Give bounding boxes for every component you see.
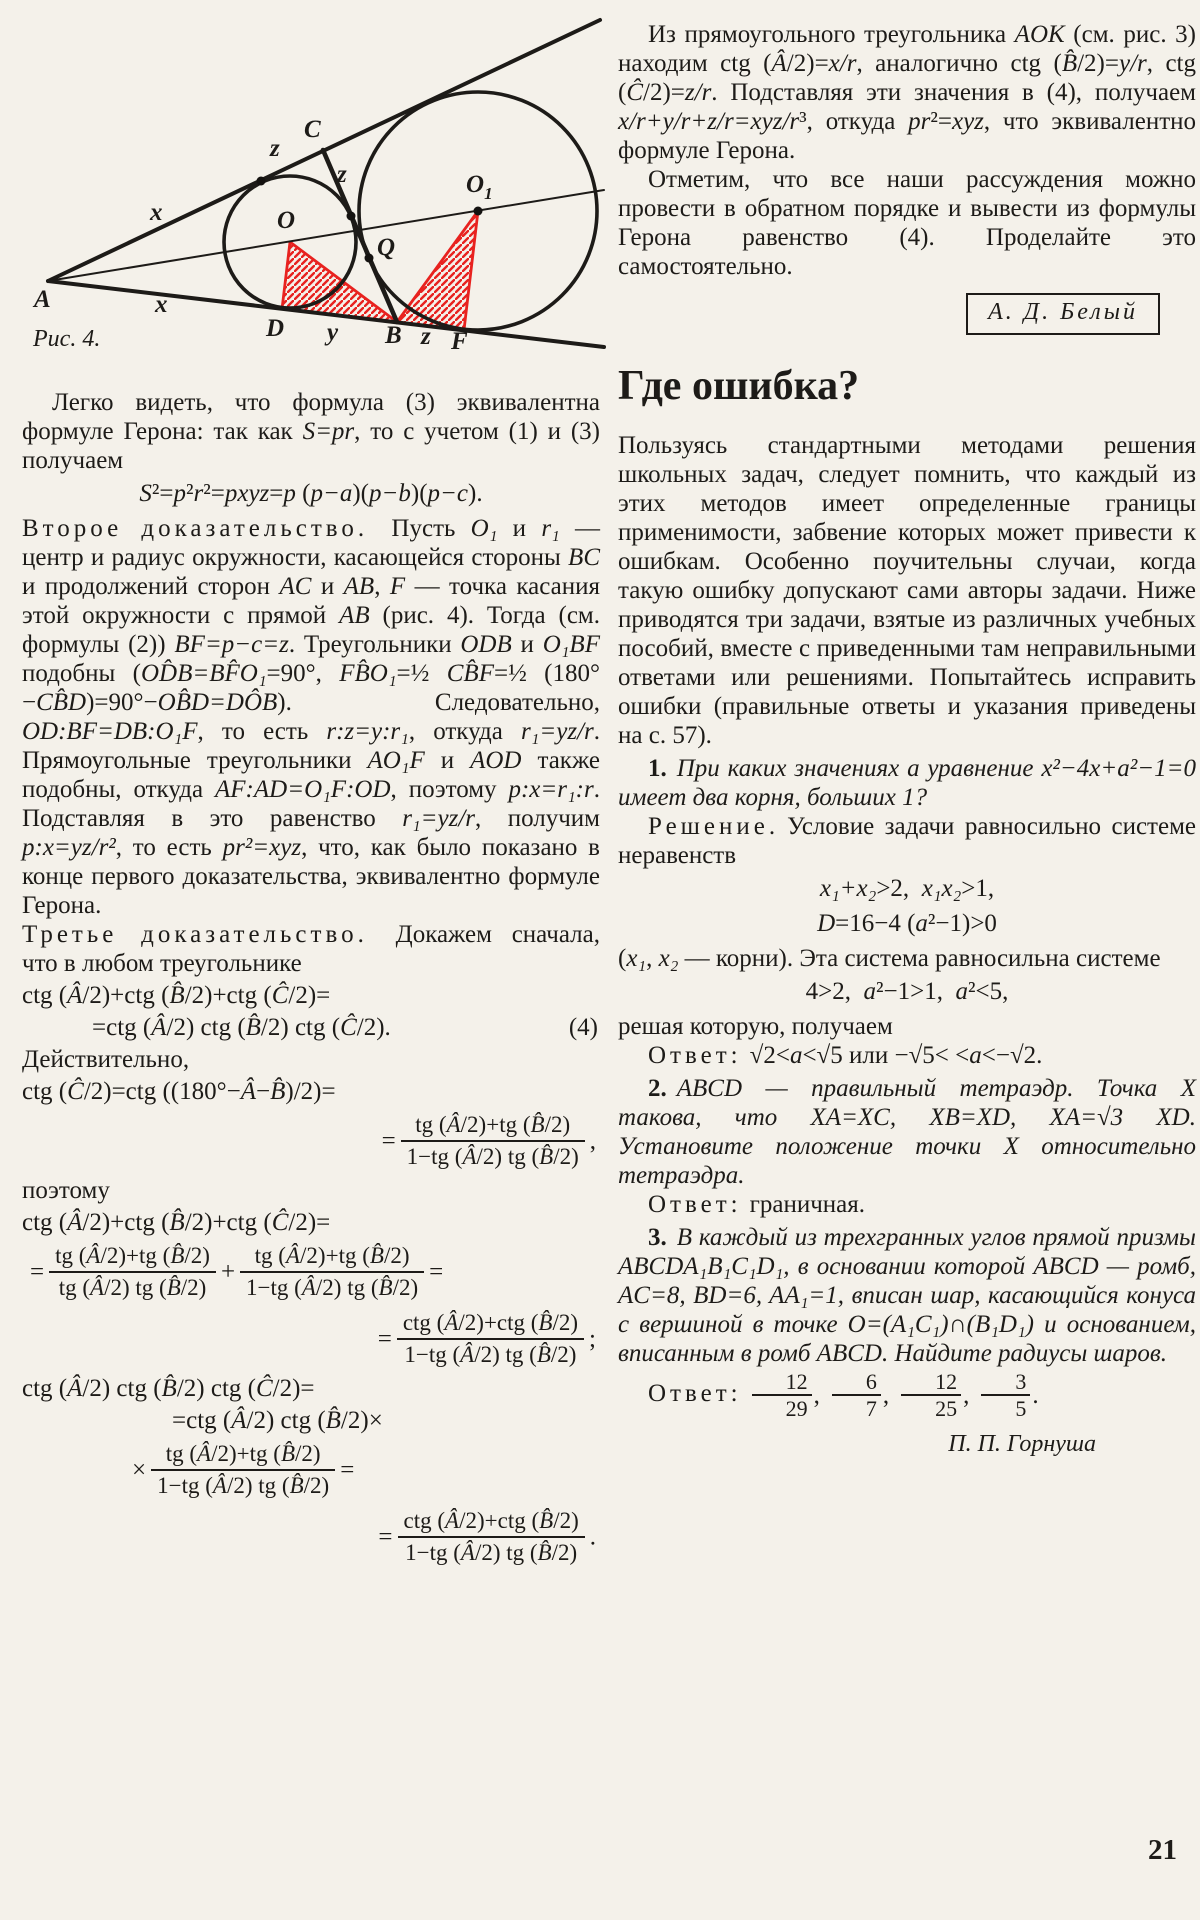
figure-caption: Рис. 4. xyxy=(33,326,101,352)
tangent-point-cb-dot xyxy=(347,212,356,221)
problem-number: 3. xyxy=(648,1224,667,1251)
fraction: $\frac{\text{ctg (Â/2)+ctg (B̂/2)}}{1-tg (Â/2) tg (B̂/2)}$ xyxy=(397,1310,584,1368)
right-column xyxy=(618,20,1196,1459)
fraction: $\frac{6}{7}$ xyxy=(832,1370,881,1420)
tangent-point-upper-dot xyxy=(257,177,266,186)
equation-heron: S²=p²r²=pxyz=p (p−a)(p−b)(p−c). xyxy=(139,480,483,507)
answer-1: Ответ: √2<a<√5 или −√5< <a<−√2. xyxy=(648,1042,1043,1069)
equation-fraction-line: = $\frac{\text{ctg (Â/2)+ctg (B̂/2)}}{1-tg (Â/2) tg (B̂/2)}$ . xyxy=(378,1508,596,1565)
problem-2 xyxy=(618,1074,1196,1190)
label-z-cb: z xyxy=(337,161,347,188)
hatched-triangle-o1bf xyxy=(397,211,478,330)
problem-number: 2. xyxy=(648,1075,667,1102)
label-x-lower: x xyxy=(155,291,168,318)
answer-label: Ответ: xyxy=(648,1191,742,1218)
point-q-dot xyxy=(365,254,374,263)
fraction: $\frac{3}{5}$ xyxy=(981,1370,1030,1420)
figure-rys4 xyxy=(0,6,612,362)
point-o1-dot xyxy=(474,207,483,216)
answer-label: Ответ: xyxy=(648,1379,742,1407)
label-b: B xyxy=(385,322,402,349)
equation-sum-line: ctg (Â/2)+ctg (B̂/2)+ctg (Ĉ/2)= xyxy=(22,1209,331,1236)
equation-system-line1: x₁+x₂>2, x₁x₂>1, xyxy=(819,875,995,902)
label-d: D xyxy=(266,315,285,342)
equation-fraction-line: = $\frac{tg (Â/2)+tg (B̂/2)}{1-tg (Â/2) tg (B̂/2)}$ , xyxy=(381,1112,596,1169)
problem-3 xyxy=(618,1223,1196,1368)
label-a: A xyxy=(34,286,51,313)
label-q: Q xyxy=(377,234,396,261)
author-signature-box xyxy=(966,293,1160,335)
label-z-upper: z xyxy=(270,135,280,162)
problem-text: ABCD — правильный тетраэдр. Точка X такова, что XA=XC, XB=XD, XA=√3 XD. Установите положение точки X относительно тетраэдра. xyxy=(618,1075,1196,1189)
label-o: O xyxy=(277,207,296,234)
label-x-upper: x xyxy=(150,199,163,226)
fraction: $\frac{tg (Â/2)+tg (B̂/2)}{tg (Â/2) tg (B̂/2)}$ xyxy=(49,1243,216,1301)
problem-number: 1. xyxy=(648,755,667,782)
equation-system-line2: D=16−4 (a²−1)>0 xyxy=(817,910,997,937)
fraction: $\frac{12}{25}$ xyxy=(901,1370,961,1420)
answer-label: Ответ: xyxy=(648,1042,742,1069)
equation-number: (4) xyxy=(568,1014,598,1041)
answer-3: Ответ: $\frac{12}{29}$ , $\frac{6}{7}$ , $\frac{12}{25}$ , $\frac{3}{5}$ . xyxy=(648,1369,1039,1421)
fraction: $\frac{tg (Â/2)+tg (B̂/2)}{1-tg (Â/2) tg (B̂/2)}$ xyxy=(151,1441,335,1499)
solution-paragraph: Решение. Условие задачи равносильно системе неравенств xyxy=(618,813,1196,869)
equation-fraction-line: × $\frac{tg (Â/2)+tg (B̂/2)}{1-tg (Â/2) tg (B̂/2)}$ = xyxy=(132,1441,355,1498)
author-name-2: П. П. Горнуша xyxy=(948,1431,1096,1457)
section-heading: Где ошибка? xyxy=(618,363,860,409)
answer-2: Ответ: граничная. xyxy=(648,1191,866,1218)
equation-4-line2: =ctg (Â/2) ctg (B̂/2) ctg (Ĉ/2). (4) xyxy=(92,1014,598,1041)
label-c: C xyxy=(304,116,321,143)
fraction: $\frac{tg (Â/2)+tg (B̂/2)}{1-tg (Â/2) tg (B̂/2)}$ xyxy=(240,1243,424,1301)
paragraph: Легко видеть, что формула (3) эквивалентна формуле Герона: так как S=pr, то с учетом (1) и (3) получаем xyxy=(22,389,600,474)
paragraph: (x₁, x₂ — корни). Эта система равносильна системе xyxy=(618,945,1161,972)
label-z-lower: z xyxy=(421,323,431,350)
paragraph: Из прямоугольного треугольника AOK (см. рис. 3) находим ctg (Â/2)=x/r, аналогично ctg (B̂/2)=y/r, ctg (Ĉ/2)=z/r. Подставляя эти значения в (4), получаем x/r+y/r+z/r=xyz/r³, откуда pr²=xyz, что эквивалентно формуле Герона. xyxy=(618,21,1197,164)
problem-1 xyxy=(618,754,1196,812)
left-column xyxy=(22,388,600,1572)
equation-ctgc-line: ctg (Ĉ/2)=ctg ((180°−Â−B̂)/2)= xyxy=(22,1078,336,1105)
fraction: $\frac{\text{ctg (Â/2)+ctg (B̂/2)}}{1-tg (Â/2) tg (B̂/2)}$ xyxy=(398,1508,585,1566)
paragraph-intro: Пользуясь стандартными методами решения школьных задач, следует помнить, что каждый из этих методов имеет определенные границы применимости, забвение которых может привести к ошибкам. Особенно поучительны случаи, когда такую ошибку допускают сами авторы задачи. Ниже приводятся три задачи, взятые из различных учебных пособий, вместе с приведенными там неправильными ответами или решениями. Попытайтесь исправить ошибки (правильные ответы и указания приведены на с. 57). xyxy=(618,432,1196,749)
solution-label: Решение. xyxy=(648,813,780,840)
paragraph-second-proof: Второе доказательство. Пусть O₁ и r₁ — центр и радиус окружности, касающейся стороны BC и продолжений сторон AC и AB, F — точка касания этой окружности с прямой AB (рис. 4). Тогда (см. формулы (2)) BF=p−c=z. Треугольники ODB и O₁BF подобны (OD̂B=BF̂O₁=90°, FB̂O₁=½ CB̂F=½ (180°−CB̂D)=90°−OB̂D=DÔB). Следовательно, OD:BF=DB:O₁F, то есть r:z=y:r₁, откуда r₁=yz/r. Прямоугольные треугольники AO₁F и AOD также подобны, откуда AF:AD=O₁F:OD, поэтому p:x=r₁:r. Подставляя в это равенство r₁=yz/r, получим p:x=yz/r², то есть pr²=xyz, что, как было показано в конце первого доказательства, эквивалентно формуле Герона. xyxy=(22,515,600,919)
label-y: y xyxy=(327,319,339,346)
problem-text: При каких значениях a уравнение x²−4x+a²−1=0 имеет два корня, больших 1? xyxy=(618,755,1196,811)
paragraph: решая которую, получаем xyxy=(618,1013,893,1040)
fraction: $\frac{tg (Â/2)+tg (B̂/2)}{1-tg (Â/2) tg (B̂/2)}$ xyxy=(401,1112,585,1170)
equation-product-line: ctg (Â/2) ctg (B̂/2) ctg (Ĉ/2)= xyxy=(22,1375,315,1402)
equation-system2: 4>2, a²−1>1, a²<5, xyxy=(805,978,1009,1005)
label-o1: $O_1$ xyxy=(466,171,493,203)
fraction: $\frac{12}{29}$ xyxy=(752,1370,812,1420)
page-number: 21 xyxy=(1148,1834,1177,1866)
paragraph-third-proof: Третье доказательство. Докажем сначала, что в любом треугольнике xyxy=(22,921,600,977)
equation-product-line2: =ctg (Â/2) ctg (B̂/2)× xyxy=(172,1407,383,1434)
problem-text: В каждый из трехгранных углов прямой призмы ABCDA₁B₁C₁D₁, в основании которой ABCD — ромб, AC=8, BD=6, AA₁=1, вписан шар, касающийся конуса с вершиной в точке O=(A₁C₁)∩(B₁D₁) и основанием, вписанным в ромб ABCD. Найдите радиусы шаров. xyxy=(618,1224,1196,1367)
word-therefore: поэтому xyxy=(22,1177,110,1204)
equation-double-fraction-line: = $\frac{tg (Â/2)+tg (B̂/2)}{tg (Â/2) tg (B̂/2)}$ + $\frac{tg (Â/2)+tg (B̂/2)}{1-tg (Â/2) tg (B̂/2)}$ = xyxy=(30,1243,444,1300)
word-indeed: Действительно, xyxy=(22,1046,190,1073)
equation-4-line1: ctg (Â/2)+ctg (B̂/2)+ctg (Ĉ/2)= xyxy=(22,982,331,1009)
author-name: А. Д. Белый xyxy=(988,299,1138,325)
paragraph: Отметим, что все наши рассуждения можно провести в обратном порядке и вывести из формулы Герона равенство (4). Проделайте это самостоятельно. xyxy=(618,166,1196,280)
equation-fraction-line: = $\frac{\text{ctg (Â/2)+ctg (B̂/2)}}{1-tg (Â/2) tg (B̂/2)}$ ; xyxy=(377,1310,596,1367)
label-f: F xyxy=(451,328,468,355)
